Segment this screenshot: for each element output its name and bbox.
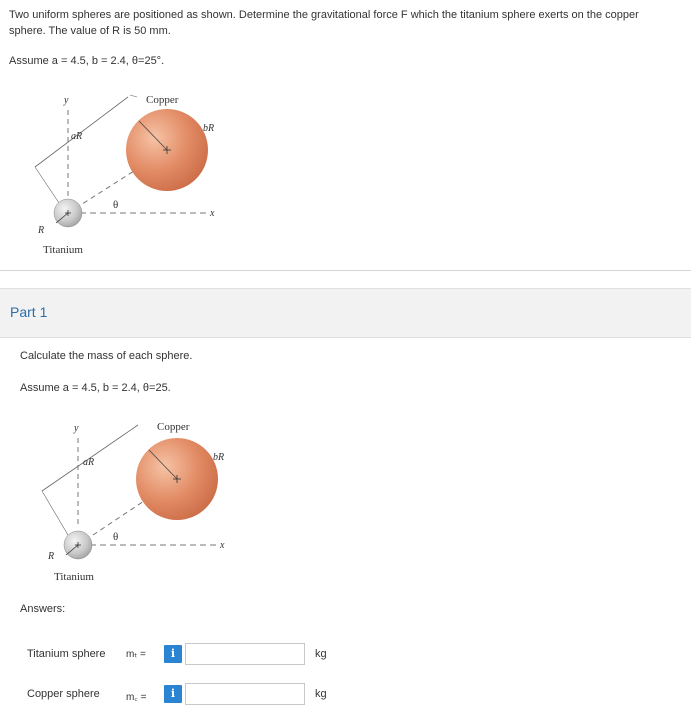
copper-row-label: Copper sphere (27, 688, 100, 700)
x-axis-label-2: x (220, 540, 225, 551)
R-label: R (38, 225, 45, 236)
copper-mass-input[interactable] (185, 683, 305, 705)
problem-figure (20, 85, 230, 265)
titanium-unit: kg (315, 648, 327, 660)
part-prompt: Calculate the mass of each sphere. (20, 350, 193, 362)
part-assumption: Assume a = 4.5, b = 2.4, θ=25. (20, 382, 171, 394)
titanium-label-2: Titanium (54, 571, 94, 583)
answers-label: Answers: (20, 603, 66, 615)
copper-unit: kg (315, 688, 327, 700)
problem-assumption: Assume a = 4.5, b = 2.4, θ=25°. (9, 55, 165, 67)
problem-text-line-1: Two uniform spheres are positioned as shown. Determine the gravitational force F which the titanium sphere exerts on the copper (9, 9, 639, 21)
aR-label-2: aR (83, 457, 95, 468)
copper-info-button[interactable]: i (164, 685, 182, 703)
theta-label-2: θ (113, 531, 119, 543)
bR-label: bR (203, 123, 215, 134)
theta-label: θ (113, 199, 119, 211)
titanium-variable: mₜ = (126, 649, 146, 660)
titanium-mass-input[interactable] (185, 643, 305, 665)
R-label-2: R (48, 551, 55, 562)
y-axis-label-2: y (74, 423, 79, 434)
problem-text-line-2: sphere. The value of R is 50 mm. (9, 25, 171, 37)
titanium-info-button[interactable]: i (164, 645, 182, 663)
problem-statement (9, 7, 687, 39)
part-figure (30, 413, 240, 593)
x-axis-label: x (210, 208, 215, 219)
part-header (0, 288, 691, 338)
copper-label-2: Copper (157, 421, 190, 433)
y-axis-label: y (64, 95, 69, 106)
section-divider (0, 270, 691, 271)
titanium-label: Titanium (43, 244, 83, 256)
copper-label: Copper (146, 94, 179, 106)
part-title: Part 1 (10, 304, 48, 320)
copper-variable: m꜀ = (126, 692, 147, 703)
bR-label-2: bR (213, 452, 225, 463)
aR-label: aR (71, 131, 83, 142)
titanium-row-label: Titanium sphere (27, 648, 106, 660)
